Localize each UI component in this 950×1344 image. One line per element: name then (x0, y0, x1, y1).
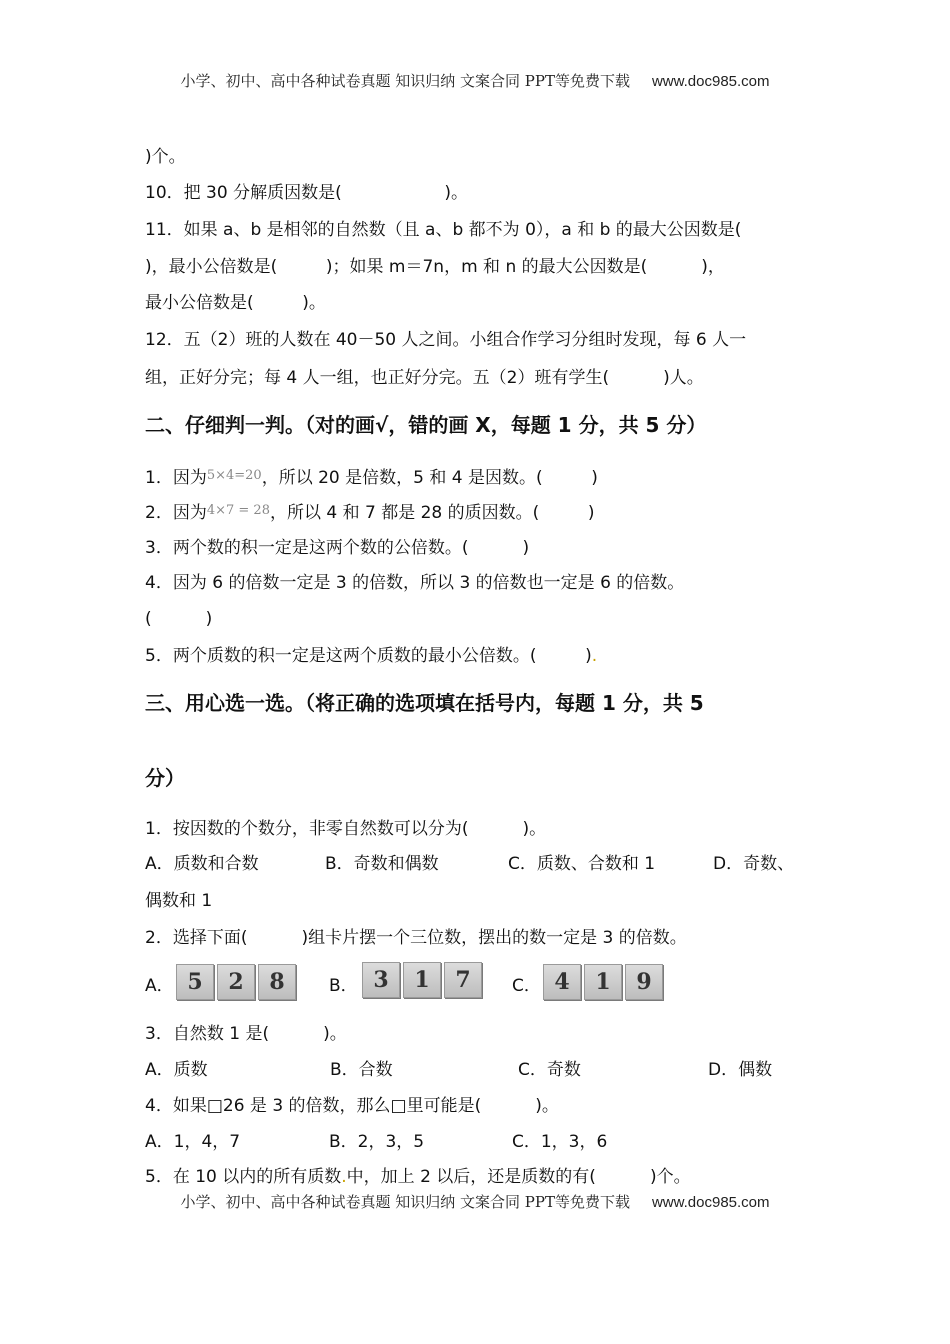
choice-q4-option-a: A．1，4，7 (145, 1132, 241, 1152)
choice-question-4: 4．如果□26 是 3 的倍数，那么□里可能是( )。 (145, 1096, 559, 1116)
card-a-3: 8 (258, 964, 296, 1000)
judge-question-5 (145, 645, 597, 667)
judge-question-2 (145, 500, 595, 524)
card-c-3: 9 (625, 964, 663, 1000)
section-2-title: 二、仔细判一判。（对的画√，错的画 X，每题 1 分，共 5 分） (145, 413, 707, 437)
choice-q1-option-a: A．质数和合数 (145, 854, 259, 874)
judge-q2-pre: 2．因为 (145, 503, 207, 523)
judge-q1-pre: 1．因为 (145, 468, 207, 488)
card-b-2: 1 (403, 962, 441, 998)
question-11-line-2: )，最小公倍数是( )；如果 m＝7n，m 和 n 的最大公因数是( )， (145, 257, 725, 277)
question-10: 10．把 30 分解质因数是( )。 (145, 183, 469, 203)
card-set-a (176, 964, 299, 1000)
choice-question-3: 3．自然数 1 是( )。 (145, 1024, 347, 1044)
choice-q4-option-b: B．2，3，5 (329, 1132, 425, 1152)
choice-question-2: 2．选择下面( )组卡片摆一个三位数，摆出的数一定是 3 的倍数。 (145, 928, 687, 948)
card-a-1: 5 (176, 964, 214, 1000)
choice-q3-option-c: C．奇数 (518, 1060, 581, 1080)
choice-q1-option-d-cont: 偶数和 1 (145, 891, 213, 911)
line-continuation: )个。 (145, 147, 186, 167)
choice-q3-option-b: B．合数 (330, 1060, 393, 1080)
judge-q1-formula: 5×4=20 (206, 468, 262, 483)
judge-q5-text: 5．两个质数的积一定是这两个质数的最小公倍数。( ) (145, 646, 592, 666)
header-text: 小学、初中、高中各种试卷真题 知识归纳 文案合同 PPT等免费下载 (180, 72, 630, 90)
card-c-1: 4 (543, 964, 581, 1000)
card-b-3: 7 (444, 962, 482, 998)
choice-q3-option-a: A．质数 (145, 1060, 208, 1080)
judge-q2-post: ，所以 4 和 7 都是 28 的质因数。( ) (269, 503, 595, 523)
card-set-b (362, 962, 485, 998)
page-header (0, 70, 950, 91)
card-a-2: 2 (217, 964, 255, 1000)
choice-q5-dot: . (341, 1167, 347, 1187)
section-3-title-line-2: 分） (145, 766, 185, 790)
section-3-title-line-1: 三、用心选一选。（将正确的选项填在括号内，每题 1 分，共 5 (145, 691, 704, 715)
choice-q2-option-a-label: A． (145, 976, 174, 996)
choice-question-1: 1．按因数的个数分，非零自然数可以分为( )。 (145, 819, 547, 839)
choice-q5-pre: 5．在 10 以内的所有质数 (145, 1167, 342, 1187)
judge-question-1 (145, 465, 598, 489)
card-set-c (543, 964, 666, 1000)
judge-q1-post: ，所以 20 是倍数，5 和 4 是因数。( ) (261, 468, 598, 488)
choice-q5-post: 中，加上 2 以后，还是质数的有( )个。 (346, 1167, 691, 1187)
question-12-line-2: 组，正好分完；每 4 人一组，也正好分完。五（2）班有学生( )人。 (145, 368, 704, 388)
choice-q3-option-d: D．偶数 (708, 1060, 773, 1080)
question-11-line-3: 最小公倍数是( )。 (145, 293, 326, 313)
card-b-1: 3 (362, 962, 400, 998)
choice-question-5 (145, 1166, 691, 1188)
choice-q2-option-c-label: C． (512, 976, 541, 996)
choice-q4-option-c: C．1，3，6 (512, 1132, 608, 1152)
judge-question-4-line-1: 4．因为 6 的倍数一定是 3 的倍数，所以 3 的倍数也一定是 6 的倍数。 (145, 573, 685, 593)
question-11-line-1: 11．如果 a、b 是相邻的自然数（且 a、b 都不为 0），a 和 b 的最大公因数是( (145, 220, 742, 240)
header-site: www.doc985.com (651, 73, 770, 90)
footer-site: www.doc985.com (651, 1194, 770, 1211)
choice-q2-option-b-label: B． (329, 976, 358, 996)
choice-q1-option-b: B．奇数和偶数 (325, 854, 439, 874)
judge-question-3: 3．两个数的积一定是这两个数的公倍数。( ) (145, 538, 530, 558)
page-footer (0, 1191, 950, 1212)
judge-question-4-line-2: ( ) (145, 609, 213, 629)
footer-text: 小学、初中、高中各种试卷真题 知识归纳 文案合同 PPT等免费下载 (180, 1193, 630, 1211)
choice-q1-option-c: C．质数、合数和 1 (508, 854, 656, 874)
question-12-line-1: 12．五（2）班的人数在 40－50 人之间。小组合作学习分组时发现，每 6 人一 (145, 330, 747, 350)
judge-q5-dot: . (591, 646, 598, 666)
card-c-2: 1 (584, 964, 622, 1000)
choice-q1-option-d: D．奇数、 (713, 854, 795, 874)
judge-q2-formula: 4×7 = 28 (206, 503, 270, 518)
